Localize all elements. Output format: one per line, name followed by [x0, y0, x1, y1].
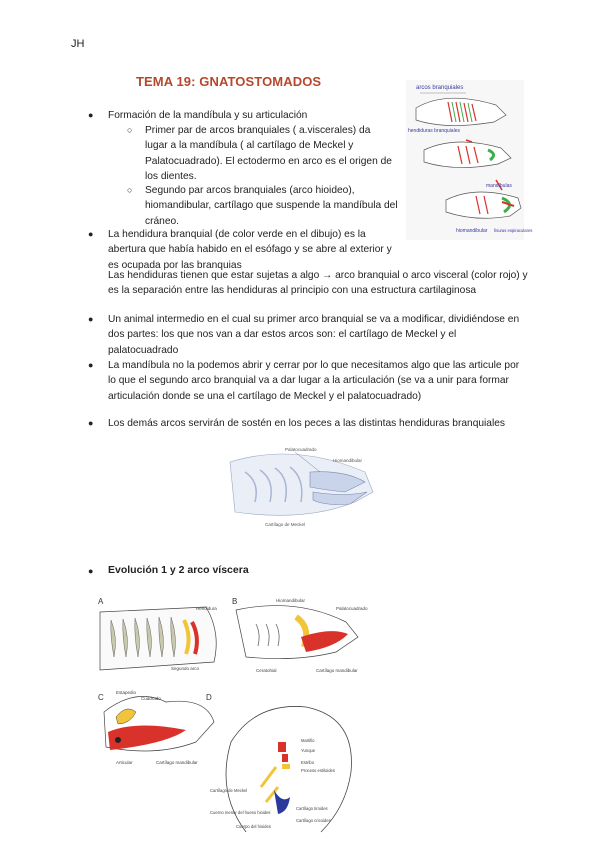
figure-shark-jaw — [225, 442, 375, 530]
label-hendidura: Hendidura — [196, 606, 217, 611]
label-cartilago-cricoides: Cartílago cricoides — [296, 818, 331, 823]
label-palatocuadrado: Palatocuadrado — [285, 447, 317, 452]
panel-c-label: C — [98, 693, 104, 702]
label-cuerpo-hioides: Cuerpo del hioides — [236, 824, 271, 829]
label-segundo-arco: Segundo arco — [171, 666, 200, 671]
page-title: TEMA 19: GNATOSTOMADOS — [136, 74, 322, 89]
label-arcos: arcos branquiales — [416, 85, 464, 91]
panel-b-label: B — [232, 597, 238, 606]
label-meckel: Cartílago de Meckel — [265, 522, 306, 527]
figure-gill-arches — [406, 80, 533, 240]
bullet-2-text: La hendidura branquial (de color verde en el dibujo) es la abertura que había habido en el esófago y se abre al exterior y es ocupada por las branquias — [108, 229, 392, 271]
label-palatocuadrado-b: Palatocuadrado — [336, 606, 368, 611]
continuation-text: Las hendiduras tienen que estar sujetas a algo → arco branquial o arco visceral (color rojo) y es la separación entre las hendiduras al principio con una estructura cartilaginosa — [108, 270, 528, 297]
label-cuadrado: Cuadrado — [141, 696, 161, 701]
bullet-3-text: Un animal intermedio en el cual su primer arco branquial se va a modificar, dividiéndose en dos partes: los que nos van a dar estos arcos son: el cartílago de Meckel y el palatocuadrado — [108, 314, 520, 356]
sub-bullet-marker: ○ — [127, 125, 133, 135]
section2-title: Evolución 1 y 2 arco víscera — [108, 564, 249, 576]
panel-a-label: A — [98, 597, 104, 606]
panel-d-label: D — [206, 693, 212, 702]
author-initials: JH — [71, 38, 85, 50]
label-yunque: Yunque — [301, 748, 316, 753]
figure-evolution-panels — [96, 592, 396, 844]
label-fisuras: fisuras espiraculares — [494, 228, 533, 233]
label-estribo: Estribo — [301, 760, 315, 765]
sub-bullet-marker: ○ — [127, 185, 133, 195]
bullet-5-text: Los demás arcos servirán de sostén en los peces a las distintas hendiduras branquiales — [108, 418, 505, 429]
label-cartilago-tiroides: Cartílago tiroides — [296, 806, 328, 811]
label-mandibulas: mandíbulas — [486, 183, 512, 189]
label-proceso-estiloides: Proceso estiloides — [301, 768, 335, 773]
bullet-1-text: Formación de la mandíbula y su articulación — [108, 110, 308, 121]
bullet-4-text: La mandíbula no la podemos abrir y cerrar por lo que necesitamos algo que las articule por lo que el segundo arco branquial va a dar lugar a la articulación (se va a unir para formar articulación donde se una el cartílago de Meckel y el palatocuadrado) — [108, 360, 520, 402]
bullet-marker: ● — [88, 110, 94, 120]
label-estapedio: Estapedio — [116, 690, 137, 695]
label-cartilago-meckel-d: Cartílago de Meckel — [210, 788, 248, 793]
label-ceratohial: Ceratohial — [256, 668, 277, 673]
label-hiomandibular-b: Hiomandibular — [276, 598, 306, 603]
bullet-marker: ● — [88, 418, 94, 428]
label-cartilago-mandibular-b: Cartílago mandibular — [316, 668, 358, 673]
label-hiomandibular: hiomandibular — [456, 228, 488, 234]
label-hiomandibular-2: Hiomandibular — [333, 458, 363, 463]
label-hendiduras: hendiduras branquiales — [408, 128, 460, 134]
label-cuerno-menor: Cuerno menor del hueso hioides — [210, 810, 271, 815]
label-articular: Articular — [116, 760, 133, 765]
bullet-marker: ● — [88, 229, 94, 239]
bullet-marker: ● — [88, 360, 94, 370]
bullet-marker: ● — [88, 314, 94, 324]
sub-bullet-2-text: Segundo par arcos branquiales (arco hioideo), hiomandibular, cartílago que suspende la mandíbula del cráneo. — [145, 185, 398, 227]
label-cartilago-mandibular-c: Cartílago mandibular — [156, 760, 198, 765]
sub-bullet-1-text: Primer par de arcos branquiales ( a.viscerales) da lugar a la mandíbula ( al cartílago de Meckel y Palatocuadrado). El ectodermo en arco es el origen de los dientes. — [145, 125, 392, 182]
label-martillo: Martillo — [301, 738, 315, 743]
bullet-marker: ● — [88, 566, 94, 576]
